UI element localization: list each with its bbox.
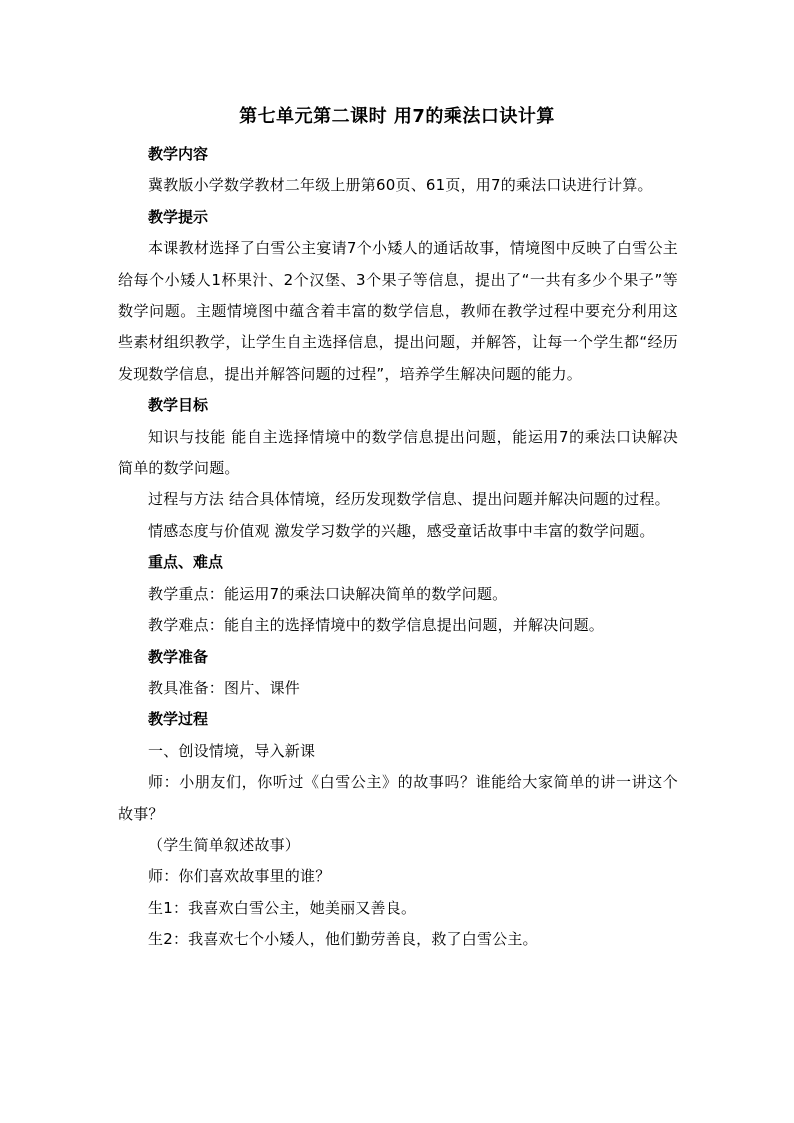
paragraph-process-step-1: 一、创设情境，导入新课 bbox=[148, 741, 316, 760]
heading-teaching-process: 教学过程 bbox=[148, 710, 209, 729]
page-title: 第七单元第二课时 用7的乘法口诀计算 bbox=[239, 106, 555, 127]
paragraph-goal-process: 过程与方法 结合具体情境，经历发现数学信息、提出问题并解决问题的过程。 bbox=[148, 490, 670, 509]
paragraph-goal-knowledge: 知识与技能 能自主选择情境中的数学信息提出问题，能运用7的乘法口诀解决简单的数学问题。 bbox=[118, 427, 678, 478]
paragraph-goal-attitude: 情感态度与价值观 激发学习数学的兴趣，感受童话故事中丰富的数学问题。 bbox=[148, 521, 655, 540]
document-body bbox=[118, 139, 678, 956]
paragraph-key-point: 教学重点：能运用7的乘法口诀解决简单的数学问题。 bbox=[148, 584, 508, 603]
heading-preparation: 教学准备 bbox=[148, 647, 209, 666]
paragraph-preparation: 教具准备：图片、课件 bbox=[148, 678, 301, 697]
paragraph-teacher-question: 师：小朋友们，你听过《白雪公主》的故事吗？谁能给大家简单的讲一讲这个故事？ bbox=[118, 773, 678, 823]
heading-teaching-content: 教学内容 bbox=[148, 145, 209, 163]
paragraph-teaching-tips: 本课教材选择了白雪公主宴请7个小矮人的通话故事，情境图中反映了白雪公主给每个小矮人1杯果汁、2个汉堡、3个果子等信息，提出了“一共有多少个果子”等数学问题。主题情境图中蕴含着丰富的数学信息，教师在教学过程中要充分利用这些素材组织教学，让学生自主选择信息，提出问题，并解答，让每一个学生都“经历发现数学信息，提出并解答问题的过程”，培养学生解决问题的能力。 bbox=[118, 239, 678, 383]
paragraph-teaching-content: 冀教版小学数学教材二年级上册第60页、61页，用7的乘法口诀进行计算。 bbox=[148, 176, 653, 195]
heading-teaching-goals: 教学目标 bbox=[148, 396, 209, 415]
heading-key-points: 重点、难点 bbox=[148, 553, 224, 572]
paragraph-student-answer-1: 生1：我喜欢白雪公主，她美丽又善良。 bbox=[148, 898, 417, 917]
paragraph-difficult-point: 教学难点：能自主的选择情境中的数学信息提出问题，并解决问题。 bbox=[148, 616, 605, 635]
paragraph-student-answer-2: 生2：我喜欢七个小矮人，他们勤劳善良，救了白雪公主。 bbox=[148, 930, 538, 949]
heading-teaching-tips: 教学提示 bbox=[148, 207, 209, 226]
paragraph-teacher-question-2: 师：你们喜欢故事里的谁？ bbox=[148, 867, 331, 886]
paragraph-student-activity: （学生简单叙述故事） bbox=[148, 835, 301, 854]
